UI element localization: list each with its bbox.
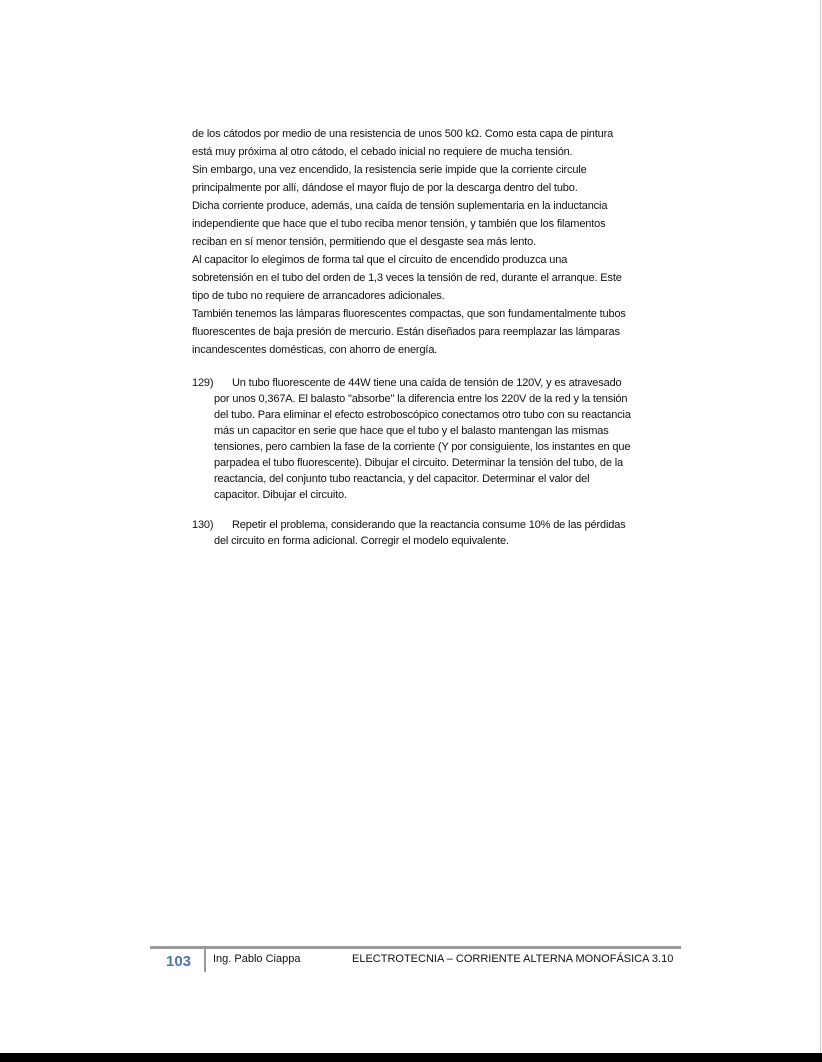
problem-number: 129): [192, 377, 214, 389]
bottom-bar: [0, 1053, 822, 1062]
text-line: más un capacitor en serie que hace que el tubo y el balasto mantengan las mismas: [214, 425, 609, 437]
text-line: [192, 519, 626, 531]
text-line: independiente que hace que el tubo reciba menor tensión, y también que los filamentos: [192, 218, 606, 230]
problem-text: Un tubo fluorescente de 44W tiene una caída de tensión de 120V, y es atravesado: [232, 377, 622, 389]
text-line: parpadea el tubo fluorescente). Dibujar el circuito. Determinar la tensión del tubo, de la: [214, 457, 624, 469]
text-line: del circuito en forma adicional. Corregir el modelo equivalente.: [214, 535, 509, 547]
text-line: principalmente por allí, dándose el mayor flujo de por la descarga dentro del tubo.: [192, 182, 578, 194]
text-line: reactancia, del conjunto tubo reactancia, y del capacitor. Determinar el valor del: [214, 473, 590, 485]
text-line: [192, 377, 622, 389]
text-line: fluorescentes de baja presión de mercurio. Están diseñados para reemplazar las lámparas: [192, 326, 620, 338]
text-line: incandescentes domésticas, con ahorro de energía.: [192, 344, 438, 356]
page-number: 103: [166, 953, 192, 970]
text-line: sobretensión en el tubo del orden de 1,3 veces la tensión de red, durante el arranque. Este: [192, 272, 622, 284]
text-line: Sin embargo, una vez encendido, la resistencia serie impide que la corriente circule: [192, 164, 587, 176]
text-line: tipo de tubo no requiere de arrancadores adicionales.: [192, 290, 445, 302]
text-line: Dicha corriente produce, además, una caída de tensión suplementaria en la inductancia: [192, 200, 608, 212]
footer-separator: [204, 948, 206, 972]
text-line: de los cátodos por medio de una resistencia de unos 500 kΩ. Como esta capa de pintura: [192, 128, 614, 140]
text-line: También tenemos las lámparas fluorescentes compactas, que son fundamentalmente tubos: [192, 308, 626, 320]
text-line: Al capacitor lo elegimos de forma tal que el circuito de encendido produzca una: [192, 254, 568, 266]
problem-text: Repetir el problema, considerando que la reactancia consume 10% de las pérdidas: [232, 519, 626, 531]
footer-rule: [150, 946, 681, 949]
text-line: está muy próxima al otro cátodo, el cebado inicial no requiere de mucha tensión.: [192, 146, 573, 158]
text-line: capacitor. Dibujar el circuito.: [214, 489, 347, 501]
footer-title: ELECTROTECNIA – CORRIENTE ALTERNA MONOFÁSICA 3.10: [352, 953, 674, 965]
text-line: tensiones, pero cambien la fase de la corriente (Y por consiguiente, los instantes en que: [214, 441, 631, 453]
text-line: del tubo. Para eliminar el efecto estroboscópico conectamos otro tubo con su reactancia: [214, 409, 631, 421]
text-line: reciban en sí menor tensión, permitiendo que el desgaste sea más lento.: [192, 236, 537, 248]
problem-number: 130): [192, 519, 214, 531]
text-line: por unos 0,367A. El balasto "absorbe" la diferencia entre los 220V de la red y la tensión: [214, 393, 628, 405]
footer-author: Ing. Pablo Ciappa: [213, 953, 301, 965]
